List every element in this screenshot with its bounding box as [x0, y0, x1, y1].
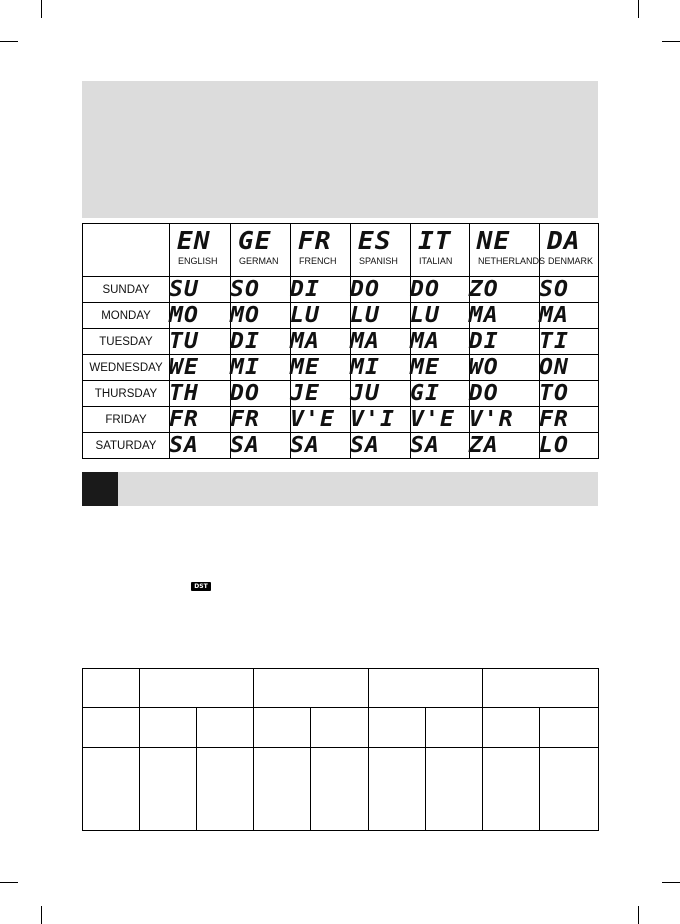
crop-mark-bottom-right-h — [662, 882, 680, 883]
day-row-saturday — [83, 433, 599, 459]
language-header-row — [83, 224, 599, 277]
day-row-monday — [83, 303, 599, 329]
grid-cell — [140, 748, 197, 831]
language-name: ITALIAN — [419, 256, 453, 266]
crop-mark-bottom-right-v — [638, 906, 639, 924]
language-name: ENGLISH — [178, 256, 218, 266]
day-row-tuesday — [83, 329, 599, 355]
day-abbr: SO — [229, 277, 292, 303]
day-abbr: ME — [289, 355, 352, 381]
day-abbr: ZO — [468, 277, 542, 303]
day-abbr: SA — [349, 433, 412, 459]
day-abbr: ME — [409, 355, 471, 381]
grid-cell — [311, 748, 369, 831]
day-abbr: WE — [168, 355, 232, 381]
day-name: TUESDAY — [83, 329, 170, 355]
language-name: SPANISH — [359, 256, 398, 266]
grid-row — [83, 669, 599, 708]
day-abbr: FR — [229, 407, 292, 433]
language-code: ES — [357, 226, 392, 255]
grid-cell — [483, 669, 599, 708]
day-abbr: DO — [409, 277, 471, 303]
corner-cell — [83, 224, 170, 277]
day-abbr: MI — [229, 355, 292, 381]
day-name: WEDNESDAY — [83, 355, 170, 381]
day-abbr: LO — [538, 433, 600, 459]
day-abbr: LU — [349, 303, 412, 329]
day-abbr: MA — [468, 303, 542, 329]
day-abbr: TO — [538, 381, 600, 407]
day-name: FRIDAY — [83, 407, 170, 433]
grid-cell — [540, 708, 599, 748]
grid-cell — [483, 748, 540, 831]
day-abbr: V'E — [289, 407, 352, 433]
grid-row — [83, 708, 599, 748]
grid-cell — [540, 748, 599, 831]
grid-cell — [369, 669, 483, 708]
language-name: NETHERLANDS — [478, 256, 546, 266]
language-code: NE — [476, 226, 511, 255]
language-cell — [351, 224, 411, 277]
grid-cell — [426, 708, 483, 748]
language-name: DENMARK — [548, 256, 594, 266]
day-abbr: SU — [168, 277, 232, 303]
day-abbr: WO — [468, 355, 542, 381]
day-abbr: V'I — [349, 407, 412, 433]
grid-cell — [369, 748, 426, 831]
day-abbr: LU — [409, 303, 471, 329]
grid-cell — [83, 708, 140, 748]
day-abbr: FR — [168, 407, 232, 433]
grid-cell — [254, 708, 311, 748]
language-cell — [231, 224, 291, 277]
grid-row — [83, 748, 599, 831]
section-number-block — [82, 472, 118, 506]
grid-cell — [254, 748, 311, 831]
day-abbr: V'R — [468, 407, 542, 433]
day-abbr: MA — [409, 329, 471, 355]
day-abbr: DI — [468, 329, 542, 355]
day-abbr: MA — [289, 329, 352, 355]
grid-cell — [483, 708, 540, 748]
language-cell — [170, 224, 231, 277]
day-abbr: LU — [289, 303, 352, 329]
day-abbr: DI — [289, 277, 352, 303]
grid-cell — [140, 708, 197, 748]
day-abbr: SO — [538, 277, 600, 303]
day-name: SUNDAY — [83, 277, 170, 303]
day-abbr: V'E — [409, 407, 471, 433]
language-cell — [470, 224, 546, 277]
day-row-wednesday — [83, 355, 599, 381]
day-row-friday — [83, 407, 599, 433]
day-abbr: DI — [229, 329, 292, 355]
language-cell — [411, 224, 470, 277]
dst-icon: DST — [191, 582, 211, 591]
day-name: THURSDAY — [83, 381, 170, 407]
day-abbr: DO — [229, 381, 292, 407]
language-cell — [291, 224, 351, 277]
crop-mark-bottom-left-v — [41, 906, 42, 924]
language-code: DA — [546, 226, 581, 255]
day-abbr: MO — [168, 303, 232, 329]
grid-cell — [311, 708, 369, 748]
day-row-thursday — [83, 381, 599, 407]
crop-mark-top-right-v — [638, 0, 639, 18]
grid-cell — [140, 669, 254, 708]
day-row-sunday — [83, 277, 599, 303]
day-abbr: GI — [409, 381, 471, 407]
weekday-language-table — [82, 223, 599, 459]
day-abbr: JE — [289, 381, 352, 407]
day-abbr: MO — [229, 303, 292, 329]
language-name: GERMAN — [239, 256, 279, 266]
grid-cell — [83, 669, 140, 708]
grid-cell — [369, 708, 426, 748]
day-abbr: ON — [538, 355, 600, 381]
day-abbr: TH — [168, 381, 232, 407]
image-placeholder — [82, 81, 598, 218]
grid-cell — [426, 748, 483, 831]
day-abbr: ZA — [468, 433, 542, 459]
day-abbr: SA — [409, 433, 471, 459]
day-abbr: SA — [289, 433, 352, 459]
day-abbr: SA — [168, 433, 232, 459]
language-code: GE — [237, 226, 272, 255]
language-code: EN — [176, 226, 211, 255]
language-cell — [540, 224, 599, 277]
day-abbr: JU — [349, 381, 412, 407]
day-abbr: MA — [349, 329, 412, 355]
crop-mark-top-left-v — [41, 0, 42, 18]
day-name: SATURDAY — [83, 433, 170, 459]
day-abbr: MI — [349, 355, 412, 381]
grid-cell — [83, 748, 140, 831]
language-name: FRENCH — [299, 256, 337, 266]
language-code: IT — [417, 226, 452, 255]
grid-cell — [197, 708, 254, 748]
crop-mark-top-right-h — [662, 41, 680, 42]
day-abbr: SA — [229, 433, 292, 459]
day-name: MONDAY — [83, 303, 170, 329]
day-abbr: MA — [538, 303, 600, 329]
crop-mark-bottom-left-h — [0, 882, 18, 883]
day-abbr: TU — [168, 329, 232, 355]
day-abbr: TI — [538, 329, 600, 355]
language-code: FR — [297, 226, 332, 255]
grid-cell — [197, 748, 254, 831]
grid-cell — [254, 669, 369, 708]
empty-grid-table — [82, 668, 599, 831]
crop-mark-top-left-h — [0, 41, 18, 42]
day-abbr: FR — [538, 407, 600, 433]
day-abbr: DO — [468, 381, 542, 407]
section-header-bar — [82, 472, 598, 506]
day-abbr: DO — [349, 277, 412, 303]
